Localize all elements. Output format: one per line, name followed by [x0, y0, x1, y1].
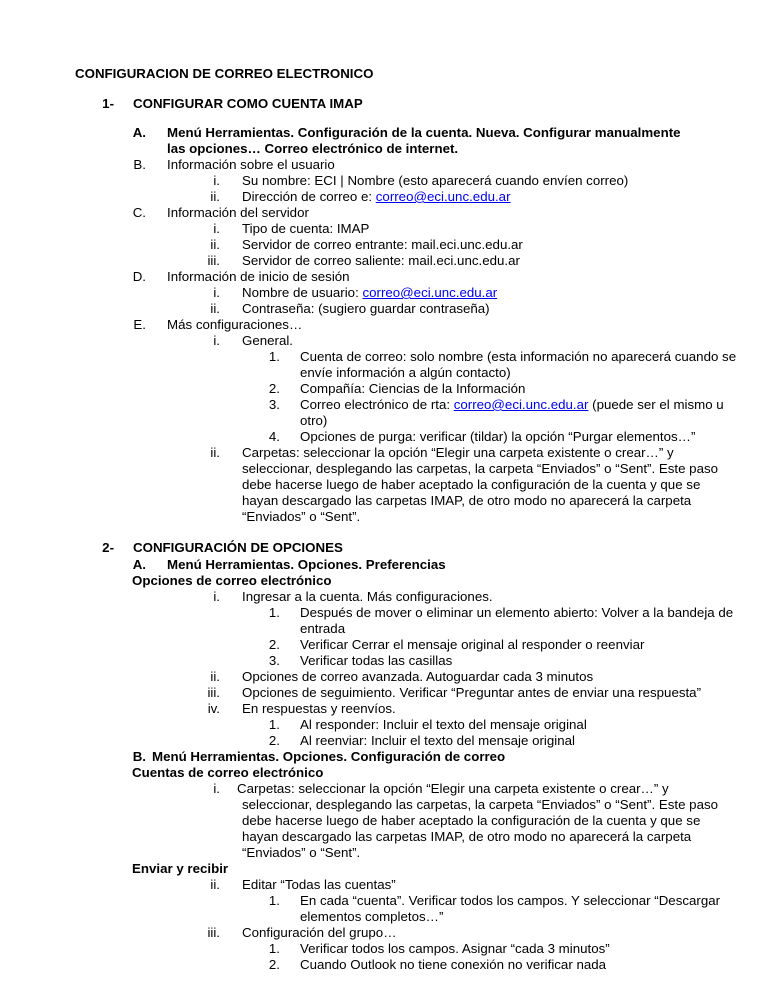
s1-c-i-marker: i. — [213, 221, 220, 236]
section-1-number: 1- — [102, 96, 114, 111]
document-title: CONFIGURACION DE CORREO ELECTRONICO — [75, 66, 374, 81]
s2-b-iii2-marker: 2. — [268, 957, 280, 972]
s1-a-marker: A. — [132, 125, 146, 140]
s2-iv2-marker: 2. — [268, 733, 280, 748]
s1-d-i-line — [242, 285, 497, 301]
s2-b-i-line1: Carpetas: seleccionar la opción “Elegir una carpeta existente o crear…” y — [237, 781, 669, 796]
s2-b-i-line5: “Enviados” o “Sent”. — [242, 845, 361, 860]
section-2-heading: CONFIGURACIÓN DE OPCIONES — [133, 540, 343, 555]
s1-e-i4-marker: 4. — [268, 429, 280, 444]
s2-i2-text: Verificar Cerrar el mensaje original al responder o reenviar — [300, 637, 645, 652]
s2-b-iii2-text: Cuando Outlook no tiene conexión no verificar nada — [300, 957, 607, 972]
s1-d-i-marker: i. — [213, 285, 220, 300]
s2-b-ii-text: Editar “Todas las cuentas” — [242, 877, 396, 892]
s1-d-ii-text: Contraseña: (sugiero guardar contraseña) — [242, 301, 490, 316]
s2-b-i-line3: debe hacerse luego de haber aceptado la configuración de la cuenta y que se — [242, 813, 701, 828]
s2-iii-text: Opciones de seguimiento. Verificar “Preguntar antes de enviar una respuesta” — [242, 685, 702, 700]
s1-d-i-text: Nombre de usuario: — [242, 285, 363, 300]
s2-b-ii-marker: ii. — [210, 877, 220, 892]
section-2-number: 2- — [102, 540, 114, 555]
s2-subheading-email-options: Opciones de correo electrónico — [132, 573, 332, 588]
section-1-heading: CONFIGURAR COMO CUENTA IMAP — [133, 96, 363, 111]
email-link[interactable]: correo@eci.unc.edu.ar — [375, 189, 511, 204]
s1-c-iii-marker: iii. — [207, 253, 220, 268]
s1-e-ii-line2: seleccionar, desplegando las carpetas, la carpeta “Enviados” o “Sent”. Este paso — [242, 461, 719, 476]
s1-b-text: Información sobre el usuario — [167, 157, 335, 172]
s1-e-i1-marker: 1. — [268, 349, 280, 364]
s1-e-i3-marker: 3. — [268, 397, 280, 412]
s1-e-ii-line5: “Enviados” o “Sent”. — [242, 509, 361, 524]
s2-b-i-line2: seleccionar, desplegando las carpetas, la carpeta “Enviados” o “Sent”. Este paso — [242, 797, 719, 812]
s2-i1-line2: entrada — [300, 621, 346, 636]
s2-b-i-marker: i. — [213, 781, 220, 796]
s1-c-ii-text: Servidor de correo entrante: mail.eci.unc.edu.ar — [242, 237, 523, 252]
s2-i2-marker: 2. — [268, 637, 280, 652]
s1-c-marker: C. — [132, 205, 146, 220]
s2-i-marker: i. — [213, 589, 220, 604]
s1-e-i1-line1: Cuenta de correo: solo nombre (esta información no aparecerá cuando se — [300, 349, 737, 364]
s2-ii-text: Opciones de correo avanzada. Autoguardar cada 3 minutos — [242, 669, 594, 684]
s1-e-ii-line4: hayan descargado las carpetas IMAP, de otro modo no aparecerá la carpeta — [242, 493, 692, 508]
s1-e-text: Más configuraciones… — [167, 317, 303, 332]
s1-d-text: Información de inicio de sesión — [167, 269, 350, 284]
s2-ii-marker: ii. — [210, 669, 220, 684]
s2-a-text: Menú Herramientas. Opciones. Preferencias — [167, 557, 446, 572]
s2-b-text: Menú Herramientas. Opciones. Configuración de correo — [152, 749, 506, 764]
s1-d-marker: D. — [132, 269, 146, 284]
s1-e-i3-tail: (puede ser el mismo u — [588, 397, 724, 412]
s2-i1-line1: Después de mover o eliminar un elemento abierto: Volver a la bandeja de — [300, 605, 734, 620]
s2-b-iii-text: Configuración del grupo… — [242, 925, 397, 940]
s2-b-ii1-line2: elementos completos…” — [300, 909, 444, 924]
s1-e-ii-marker: ii. — [210, 445, 220, 460]
s2-b-marker: B. — [132, 749, 146, 764]
s2-i1-marker: 1. — [268, 605, 280, 620]
s1-b-ii-text: Dirección de correo e: — [242, 189, 376, 204]
s1-e-i3-line1 — [300, 397, 724, 413]
email-link[interactable]: correo@eci.unc.edu.ar — [362, 285, 498, 300]
s2-b-ii1-marker: 1. — [268, 893, 280, 908]
s1-b-i-text: Su nombre: ECI | Nombre (esto aparecerá cuando envíen correo) — [242, 173, 629, 188]
s1-e-marker: E. — [133, 317, 146, 332]
s2-iv2-text: Al reenviar: Incluir el texto del mensaje original — [300, 733, 575, 748]
s1-e-i1-line2: envíe información a algún contacto) — [300, 365, 511, 380]
s1-e-i3-text: Correo electrónico de rta: — [300, 397, 454, 412]
s1-e-i-text: General. — [242, 333, 293, 348]
s2-i3-marker: 3. — [268, 653, 280, 668]
email-link[interactable]: correo@eci.unc.edu.ar — [453, 397, 589, 412]
s1-a-line2: las opciones… Correo electrónico de internet. — [167, 141, 459, 156]
s1-c-text: Información del servidor — [167, 205, 309, 220]
s1-d-ii-marker: ii. — [210, 301, 220, 316]
s1-e-i2-text: Compañía: Ciencias de la Información — [300, 381, 526, 396]
s1-b-i-marker: i. — [213, 173, 220, 188]
s1-e-ii-line1: Carpetas: seleccionar la opción “Elegir una carpeta existente o crear…” y — [242, 445, 674, 460]
s2-subheading-send-receive: Enviar y recibir — [132, 861, 229, 876]
s2-iv-marker: iv. — [207, 701, 220, 716]
s2-iv-text: En respuestas y reenvíos. — [242, 701, 396, 716]
s1-e-i3-line2: otro) — [300, 413, 328, 428]
s1-a-line1: Menú Herramientas. Configuración de la cuenta. Nueva. Configurar manualmente — [167, 125, 681, 140]
s1-b-ii-marker: ii. — [210, 189, 220, 204]
s1-e-i2-marker: 2. — [268, 381, 280, 396]
s2-b-iii1-text: Verificar todos los campos. Asignar “cada 3 minutos” — [300, 941, 610, 956]
s1-b-ii-line — [242, 189, 511, 205]
s2-i3-text: Verificar todas las casillas — [300, 653, 453, 668]
s2-b-ii1-line1: En cada “cuenta”. Verificar todos los campos. Y seleccionar “Descargar — [300, 893, 721, 908]
s2-iv1-text: Al responder: Incluir el texto del mensaje original — [300, 717, 587, 732]
s2-b-i-line4: hayan descargado las carpetas IMAP, de otro modo no aparecerá la carpeta — [242, 829, 692, 844]
s2-subheading-email-accounts: Cuentas de correo electrónico — [132, 765, 324, 780]
s1-c-i-text: Tipo de cuenta: IMAP — [242, 221, 370, 236]
s2-iii-marker: iii. — [207, 685, 220, 700]
s1-e-ii-line3: debe hacerse luego de haber aceptado la configuración de la cuenta y que se — [242, 477, 701, 492]
s1-e-i4-text: Opciones de purga: verificar (tildar) la opción “Purgar elementos…” — [300, 429, 696, 444]
s1-e-i-marker: i. — [213, 333, 220, 348]
s1-b-marker: B. — [133, 157, 146, 172]
s2-b-iii-marker: iii. — [207, 925, 220, 940]
s2-iv1-marker: 1. — [268, 717, 280, 732]
s1-c-iii-text: Servidor de correo saliente: mail.eci.unc.edu.ar — [242, 253, 520, 268]
s1-c-ii-marker: ii. — [210, 237, 220, 252]
s2-b-iii1-marker: 1. — [268, 941, 280, 956]
s2-a-marker: A. — [132, 557, 146, 572]
s2-i-text: Ingresar a la cuenta. Más configuraciones. — [242, 589, 493, 604]
